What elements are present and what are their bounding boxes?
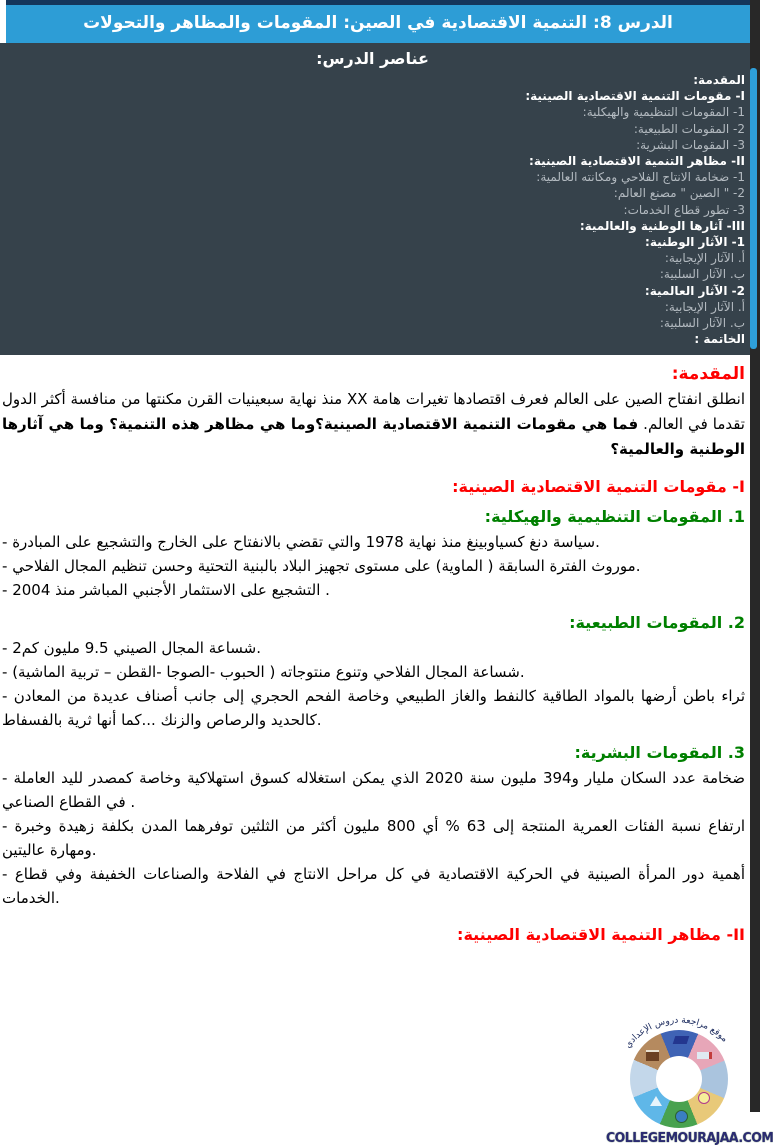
outline-item: II- مظاهر التنمية الاقتصادية الصينية: [529, 154, 745, 169]
intro-text: انطلق انفتاح الصين على العالم فعرف اقتصادها تغيرات هامة XX منذ نهاية سبعينيات القرن مكنتها من منافسة أكثر الدول تقدما في العالم. [2, 390, 745, 434]
outline-item: 3- المقومات البشرية: [636, 137, 745, 152]
subsection-heading-1-2: 2. المقومات الطبيعية: [569, 613, 745, 633]
outline-item: 1- المقومات التنظيمية والهيكلية: [582, 105, 745, 120]
outline-title: عناصر الدرس: [316, 49, 429, 68]
section-heading-1: I- مقومات التنمية الاقتصادية الصينية: [452, 477, 745, 497]
outline-item: الخاتمة : [694, 332, 745, 347]
outline-item: 1- ضخامة الانتاج الفلاحي ومكانته العالمية: [536, 170, 745, 185]
bullet-paragraph: - شساعة المجال الفلاحي وتنوع منتوجاته ( الحبوب -الصوجا -القطن – تربية الماشية). [2, 663, 525, 682]
page-header [6, 0, 750, 43]
subsection-heading-1-3: 3. المقومات البشرية: [574, 743, 745, 763]
bullet-paragraph: - سياسة دنغ كسياوبينغ منذ نهاية 1978 والتي تقضي بالانفتاح على الخارج والتشجيع على المبادرة. [2, 533, 600, 552]
outline-item: 1- الآثار الوطنية: [645, 235, 745, 250]
outline-scrollbar[interactable] [750, 68, 757, 349]
intro-paragraph [2, 387, 745, 462]
lesson-body [0, 355, 750, 946]
site-logo [606, 1012, 773, 1145]
outline-item: 2- الآثار العالمية: [644, 283, 745, 298]
outline-item: 2- " الصين " مصنع العالم: [613, 186, 745, 201]
outline-item: ب. الآثار السلبية: [659, 267, 745, 282]
bullet-paragraph: - ارتفاع نسبة الفئات العمرية المنتجة إلى 63 % أي 800 مليون أكثر من الثلثين توفرهما المدن بكلفة زهيدة وخبرة ومهارة عاليتين. [2, 817, 745, 860]
outline-item: I- مقومات التنمية الاقتصادية الصينية: [525, 89, 745, 104]
book-icon [646, 1050, 659, 1061]
flask-icon [650, 1096, 662, 1106]
bullet-paragraph: - أهمية دور المرأة الصينية في الحركية الاقتصادية في كل مراحل الانتاج في الفلاحة والصناعات الخفيفة وفي قطاع الخدمات. [2, 865, 745, 908]
pencil-icon [697, 1052, 712, 1059]
outline-item: ب. الآثار السلبية: [659, 316, 745, 331]
outline-item: 2- المقومات الطبيعية: [633, 121, 745, 136]
outline-item: III- آثارها الوطنية والعالمية: [579, 218, 745, 233]
bullet-paragraph: - شساعة المجال الصيني 9.5 مليون كم2. [2, 639, 262, 658]
outline-item: المقدمة: [693, 73, 745, 87]
outline-item: أ. الآثار الإيجابية: [664, 299, 745, 314]
intro-question: فما هي مقومات التنمية الاقتصادية الصينية؟وما هي مظاهر هذه التنمية؟ وما هي آثارها الوطنية والعالمية؟ [2, 415, 745, 459]
bullet-paragraph: - ضخامة عدد السكان مليار و394 مليون سنة 2020 الذي يمكن استغلاله كسوق استهلاكية وخاصة كمصدر لليد العاملة في القطاع الصناعي . [2, 769, 746, 812]
intro-heading: المقدمة: [671, 364, 745, 385]
bullet-paragraph: - موروث الفترة السابقة ( الماوية) على مستوى تجهيز البلاد بالبنية التحتية وحسن تنظيم المجال الفلاحي. [2, 557, 641, 576]
lesson-outline-box [0, 43, 750, 355]
site-url-caption: COLLEGEMOURAJAA.COM [606, 1129, 773, 1145]
logo-ring-image [630, 1030, 728, 1128]
outline-item: 3- تطور قطاع الخدمات: [623, 202, 745, 217]
section-heading-2: II- مظاهر التنمية الاقتصادية الصينية: [457, 925, 745, 945]
bullet-paragraph: - ثراء باطن أرضها بالمواد الطاقية كالنفط والغاز الطبيعي وخاصة الفحم الحجري إلى جانب أصناف عديدة من المعادن كالحديد والرصاص والزنك ...كما أنها ثرية بالفسفاط. [2, 687, 745, 730]
atom-icon [698, 1092, 710, 1104]
globe-icon [675, 1110, 688, 1123]
outline-item: أ. الآثار الإيجابية: [664, 251, 745, 266]
subsection-heading-1-1: 1. المقومات التنظيمية والهيكلية: [484, 507, 745, 527]
svg-text:موقع مراجعة دروس الإعدادي: موقع مراجعة دروس الإعدادي [623, 1015, 730, 1051]
lesson-title-bar: الدرس 8: التنمية الاقتصادية في الصين: المقومات والمظاهر والتحولات [6, 5, 750, 43]
graduation-cap-icon [673, 1036, 690, 1044]
bullet-paragraph: - التشجيع على الاستثمار الأجنبي المباشر منذ 2004 . [2, 581, 330, 600]
